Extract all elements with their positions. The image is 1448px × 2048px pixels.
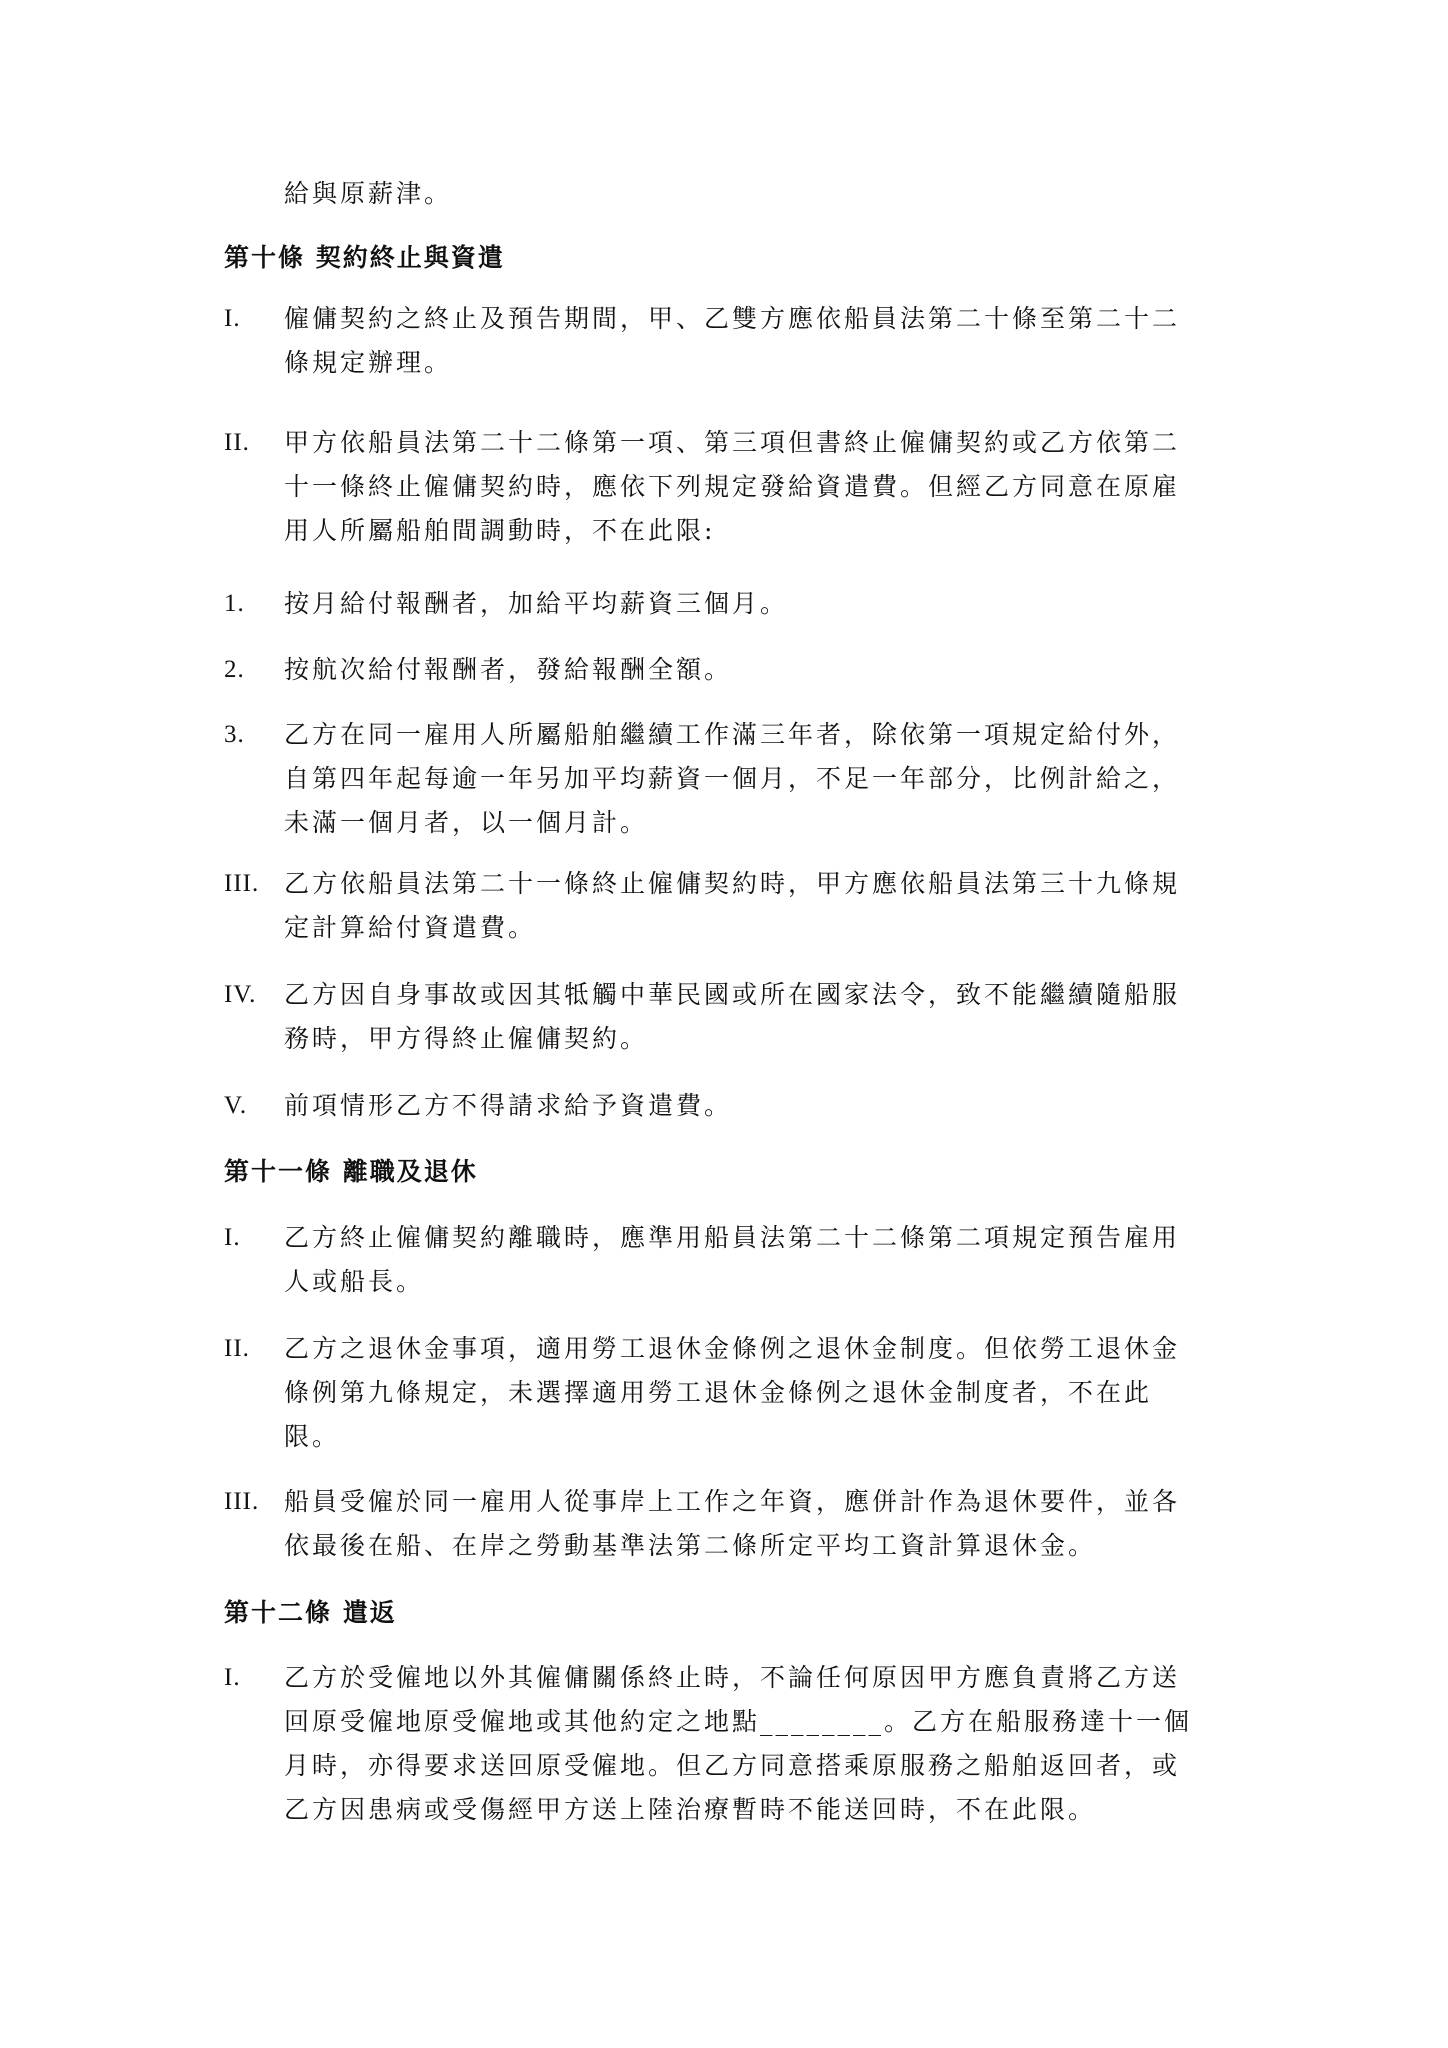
section-10-item-2: [224, 648, 1224, 692]
section-11-heading: 第十一條 離職及退休: [224, 1157, 478, 1186]
item-marker: III.: [224, 870, 260, 897]
item-marker: IV.: [224, 981, 257, 1008]
section-10-heading: 第十條 契約終止與資遣: [224, 243, 505, 272]
item-text: 僱傭契約之終止及預告期間，甲、乙雙方應依船員法第二十條至第二十二 條規定辦理。: [284, 304, 1181, 377]
item-marker: 3.: [224, 721, 245, 748]
section-10-item-II: [224, 421, 1224, 553]
item-marker: I.: [224, 305, 241, 332]
section-11-item-I: [224, 1216, 1224, 1304]
section-10-item-V: [224, 1084, 1224, 1128]
section-12-item-I: [224, 1656, 1224, 1832]
section-11-item-III: [224, 1480, 1224, 1568]
item-marker: 2.: [224, 656, 245, 683]
item-marker: 1.: [224, 590, 245, 617]
item-marker: III.: [224, 1488, 260, 1515]
continuation-paragraph: 給與原薪津。: [284, 179, 453, 208]
item-marker: V.: [224, 1092, 248, 1119]
item-marker: II.: [224, 1335, 250, 1362]
section-10-item-IV: [224, 973, 1224, 1061]
section-10-item-1: [224, 582, 1224, 626]
item-text: 乙方因自身事故或因其牴觸中華民國或所在國家法令，致不能繼續隨船服 務時，甲方得終止僱傭契約。: [284, 980, 1181, 1053]
item-text: 船員受僱於同一雇用人從事岸上工作之年資，應併計作為退休要件，並各 依最後在船、在岸之勞動基準法第二條所定平均工資計算退休金。: [284, 1487, 1181, 1560]
item-text: 按航次給付報酬者，發給報酬全額。: [284, 655, 733, 684]
item-text: 乙方終止僱傭契約離職時，應準用船員法第二十二條第二項規定預告雇用 人或船長。: [284, 1223, 1181, 1296]
section-10-item-III: [224, 862, 1224, 950]
item-marker: I.: [224, 1664, 241, 1691]
section-11-item-II: [224, 1327, 1224, 1459]
section-12-heading: 第十二條 遣返: [224, 1598, 397, 1627]
item-text: 前項情形乙方不得請求給予資遣費。: [284, 1091, 733, 1120]
item-text: 乙方在同一雇用人所屬船舶繼續工作滿三年者，除依第一項規定給付外， 自第四年起每逾一年另加平均薪資一個月，不足一年部分，比例計給之， 未滿一個月者，以一個月計。: [284, 720, 1181, 837]
item-marker: I.: [224, 1224, 241, 1251]
item-text: 乙方依船員法第二十一條終止僱傭契約時，甲方應依船員法第三十九條規 定計算給付資遣費。: [284, 869, 1181, 942]
section-10-item-I: [224, 297, 1224, 385]
item-marker: II.: [224, 429, 250, 456]
section-10-item-3: [224, 713, 1224, 845]
item-text: 按月給付報酬者，加給平均薪資三個月。: [284, 589, 789, 618]
item-text: 甲方依船員法第二十二條第一項、第三項但書終止僱傭契約或乙方依第二 十一條終止僱傭契約時，應依下列規定發給資遣費。但經乙方同意在原雇 用人所屬船舶間調動時，不在此限:: [284, 428, 1181, 545]
item-text: 乙方於受僱地以外其僱傭關係終止時，不論任何原因甲方應負責將乙方送 回原受僱地原受僱地或其他約定之地點________。乙方在船服務達十一個 月時，亦得要求送回原受僱地。但乙方同意搭乘原服務之船舶返回者，或 乙方因患病或受傷經甲方送上陸治療暫時不能送回時，不在此限。: [284, 1663, 1193, 1824]
item-text: 乙方之退休金事項，適用勞工退休金條例之退休金制度。但依勞工退休金 條例第九條規定，未選擇適用勞工退休金條例之退休金制度者，不在此 限。: [284, 1334, 1181, 1451]
